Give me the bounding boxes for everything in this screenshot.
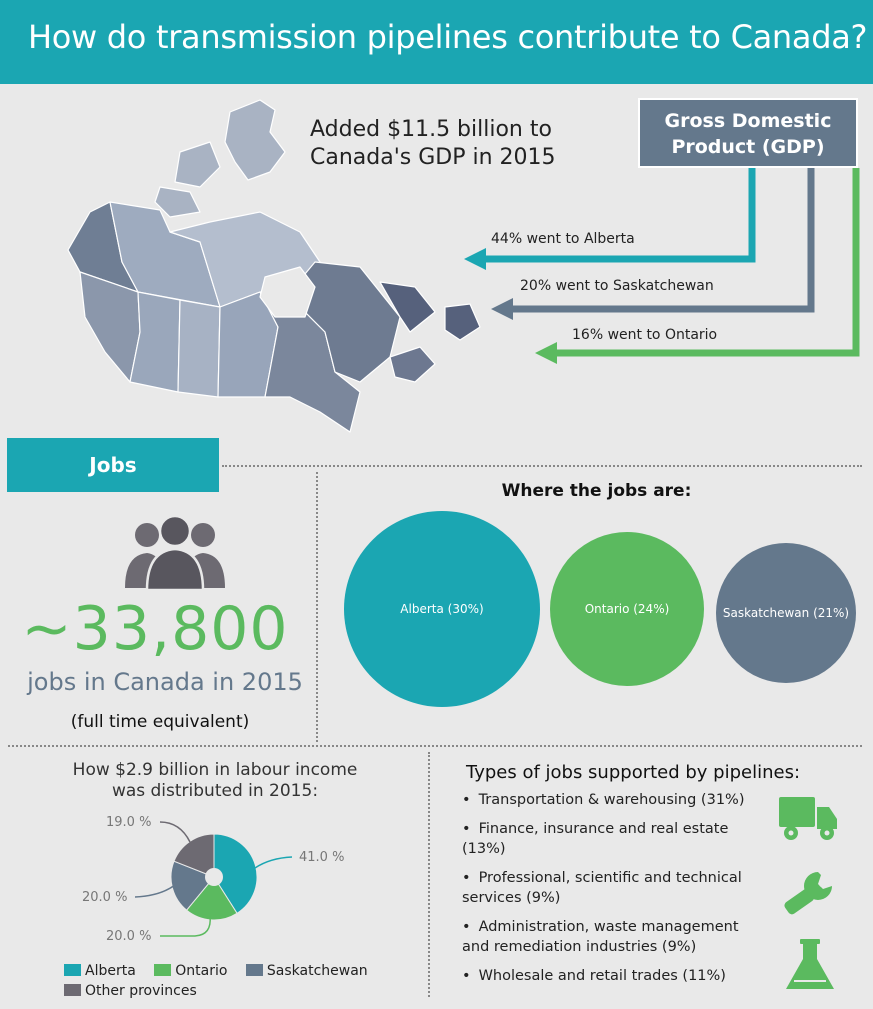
- gdp-box-line1: Gross Domestic: [664, 110, 832, 132]
- truck-icon: [777, 795, 839, 841]
- legend-swatch: [64, 964, 81, 976]
- list-item: • Wholesale and retail trades (11%): [462, 966, 762, 986]
- bubble-label: Saskatchewan (21%): [722, 606, 850, 620]
- legend-label: Ontario: [175, 963, 228, 979]
- legend-item-other: [64, 983, 197, 999]
- bubble-saskatchewan: [716, 543, 856, 683]
- flow-label-saskatchewan: 20% went to Saskatchewan: [520, 278, 714, 294]
- flow-arrowhead-saskatchewan: [491, 298, 513, 320]
- gdp-box-line2: Product (GDP): [671, 136, 825, 158]
- legend-swatch: [154, 964, 171, 976]
- flow-label-ontario: 16% went to Ontario: [572, 327, 718, 343]
- job-types-title: Types of jobs supported by pipelines:: [466, 762, 801, 783]
- bubble-ontario: [550, 532, 704, 686]
- flow-arrowhead-ontario: [535, 342, 557, 364]
- flask-icon: [784, 937, 836, 993]
- pie-label-ontario: 20.0 %: [106, 929, 152, 944]
- jobs-count: ~33,800: [21, 594, 289, 664]
- legend-swatch: [64, 984, 81, 996]
- bubble-label: Alberta (30%): [400, 602, 484, 616]
- legend-item-saskatchewan: [246, 963, 368, 979]
- pie-legend: [64, 963, 394, 1003]
- flow-arrowhead-alberta: [464, 248, 486, 270]
- wrench-icon: [780, 868, 838, 920]
- legend-swatch: [246, 964, 263, 976]
- pie-hole: [205, 868, 223, 886]
- legend-label: Alberta: [85, 963, 136, 979]
- labour-income-pie: [0, 800, 430, 960]
- divider-jobs-vertical: [316, 472, 318, 742]
- pie-title-line2: was distributed in 2015:: [111, 781, 319, 801]
- pie-label-saskatchewan: 20.0 %: [82, 890, 128, 905]
- leader-line-alberta: [255, 857, 292, 868]
- leader-line-saskatchewan: [135, 885, 175, 897]
- legend-item-ontario: [154, 963, 227, 979]
- list-item: • Administration, waste management and remediation industries (9%): [462, 917, 762, 957]
- list-item: • Finance, insurance and real estate (13%): [462, 819, 762, 859]
- gdp-headline-line1: Added $11.5 billion to: [310, 117, 552, 142]
- list-item: • Transportation & warehousing (31%): [462, 790, 762, 810]
- gdp-flow-arrows: [0, 0, 873, 400]
- legend-item-alberta: [64, 963, 136, 979]
- pie-title-line1: How $2.9 billion in labour income: [72, 760, 358, 780]
- page-title: How do transmission pipelines contribute to Canada?: [28, 18, 868, 56]
- job-types-list: [462, 790, 762, 995]
- list-item: • Professional, scientific and technical services (9%): [462, 868, 762, 908]
- legend-label: Saskatchewan: [266, 963, 368, 979]
- legend-label: Other provinces: [85, 983, 197, 999]
- pie-label-other: 19.0 %: [106, 815, 152, 830]
- jobs-section-tab: Jobs: [7, 438, 219, 492]
- jobs-subtitle: jobs in Canada in 2015: [27, 668, 303, 696]
- divider-middle: [8, 745, 862, 747]
- where-jobs-title: Where the jobs are:: [501, 481, 692, 501]
- flow-label-alberta: 44% went to Alberta: [491, 231, 635, 247]
- pie-title: [0, 760, 430, 802]
- gdp-headline-line2: Canada's GDP in 2015: [310, 145, 556, 170]
- people-icon: [125, 513, 225, 591]
- divider-top: [222, 465, 862, 467]
- bubble-label: Ontario (24%): [584, 602, 670, 616]
- bubble-alberta: [344, 511, 540, 707]
- leader-line-other: [160, 822, 190, 842]
- pie-label-alberta: 41.0 %: [299, 850, 345, 865]
- jobs-note: (full time equivalent): [70, 712, 250, 732]
